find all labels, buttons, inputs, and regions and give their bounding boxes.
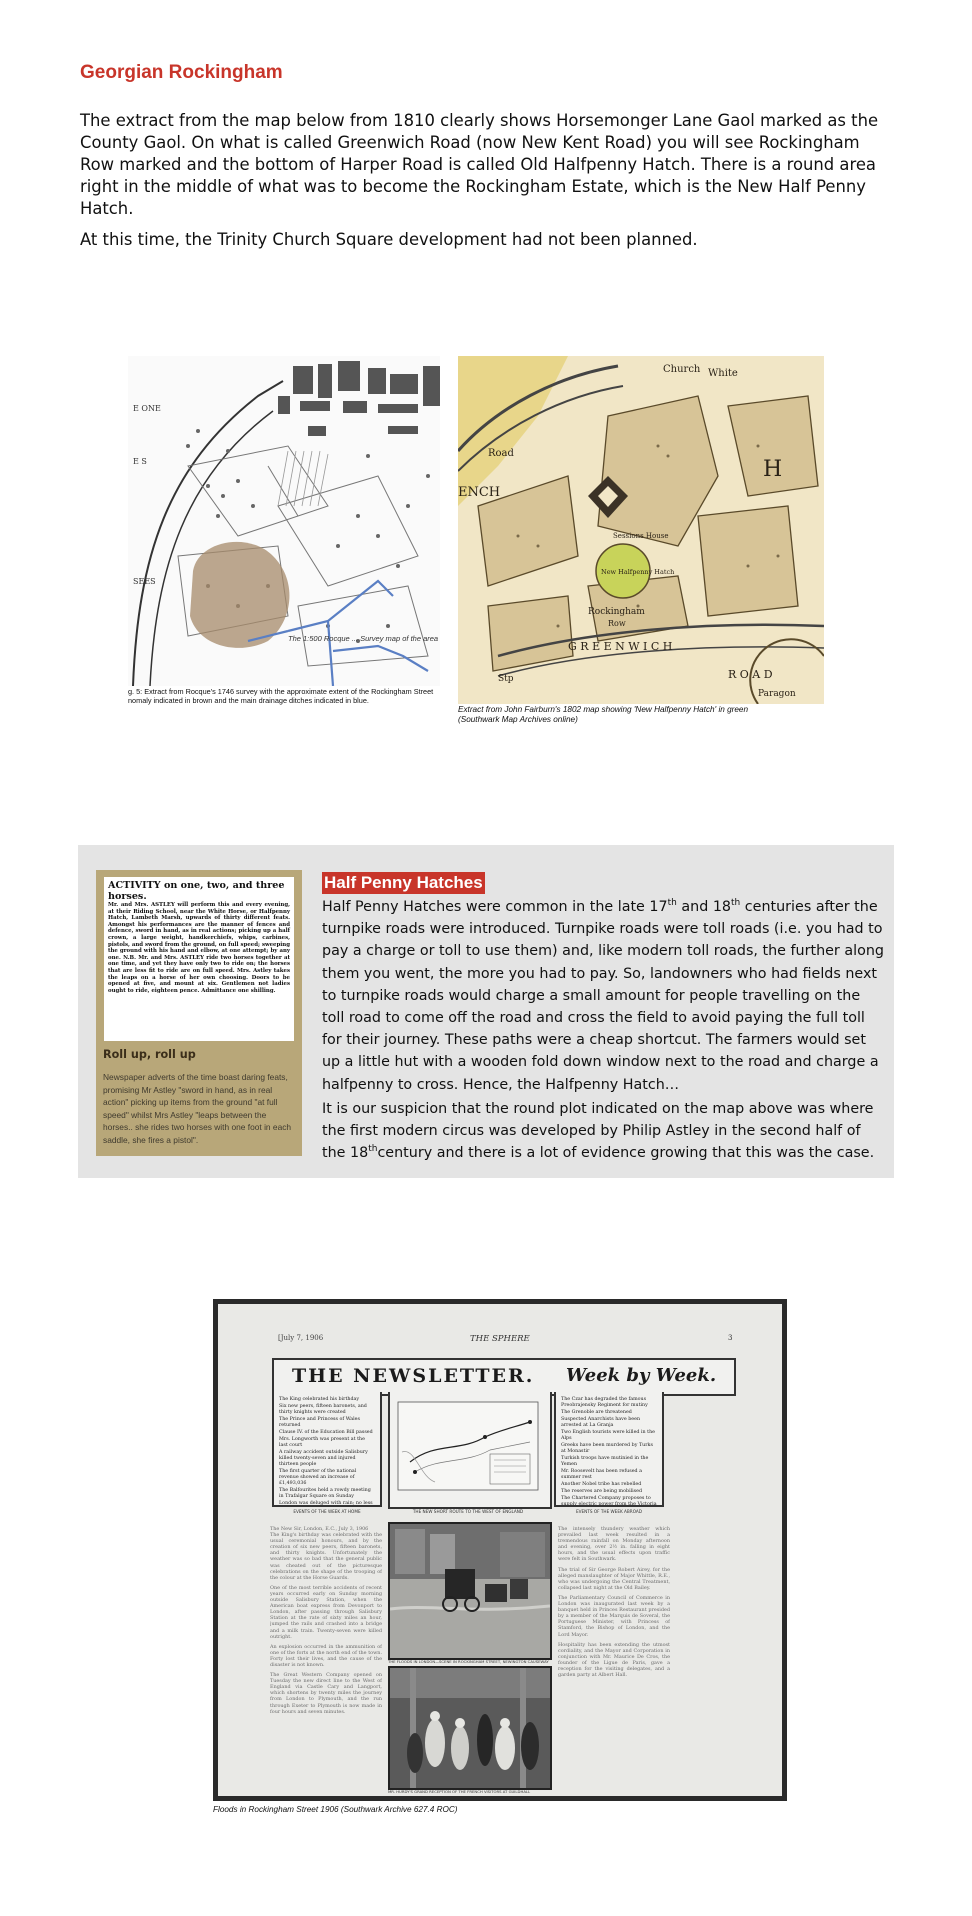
right-column-paragraph: Hospitality has been extending the utmost cordiality, and the Mayor and Corporation in conjunction with Mr. Maurice De Cros, the founder of the Ligue de Paris, gave a reception for the visiting delegates, and a garden party at Albert Hall. (558, 1641, 670, 1679)
route-map-box (388, 1392, 552, 1509)
fairburn-map-caption (458, 705, 838, 725)
rocque-overlay-text: The 1:500 Rocque ... Survey map of the area (288, 634, 439, 643)
advert-title: Roll up, roll up (103, 1048, 196, 1061)
abroad-event-item: The Grenoble are threatened (561, 1410, 632, 1415)
home-event-item: Clause IV. of the Education Bill passed (279, 1430, 373, 1435)
home-event-item: The Balfourites held a rowdy meeting in Trafalgar Square on Sunday (279, 1488, 371, 1499)
abroad-events-list (561, 1397, 657, 1507)
rocque-map-image (128, 356, 440, 686)
rocque-map-drawing (128, 356, 440, 686)
advert-description: Newspaper adverts of the time boast daring feats, promising Mr Astley "sword in hand, as in real action" picking up items from the ground "at full speed" whilst Mrs Astley "leaps between the horses.. she rides two horses with one foot in each saddle, she fires a pistol". (103, 1072, 292, 1145)
half-penny-paragraph-1 (322, 896, 884, 1096)
left-column-paragraph: The Great Western Company opened on Tuesday the new direct line to the West of England via Castle Cary and Langport, which shortens by twenty miles the journey from London to Plymouth, and the run through Exeter to Plymouth is now made in four hours and seven minutes. (270, 1672, 382, 1715)
abroad-event-item: Another Nobel tribe has rebelled (561, 1482, 642, 1487)
abroad-event-item: Two English tourists were killed in the Alps (561, 1430, 656, 1441)
hph-p1-text-a: Half Penny Hatches were common in the late 17 (322, 899, 668, 915)
fairburn-label-row: Row (608, 619, 626, 628)
advert-body: Mr. and Mrs. ASTLEY will perform this and every evening, at their Riding School, near the White Horse, or Halfpenny Hatch, Lambeth Marsh, upwards of thirty different feats. Amongst his performances are the manner of fences and defence, sword in hand, as in real actions; picking up a half crown, a large weight, handkerchiefs, whips, carbines, pistols, and sword from the ground, on full speed; sweeping the ground with his hand and elbow, at one attempt; by any one. N.B. Mr. and Mrs. ASTLEY ride two horses together at one time, and yet they have only two to ride on; the horses that are less fit to ride are on full speed. Mrs. Astley takes the leaps on a horse of her own choosing. Doors to be opened at five, and mount at six. Gentlemen not ladies ought to ride, eighteen pence. Admittance one shilling. (108, 902, 290, 994)
abroad-event-item: Suspected Anarchists have been arrested at La Granja (561, 1417, 641, 1428)
rocque-label-3: SEES (133, 577, 156, 586)
newspaper-page-number: 3 (728, 1334, 733, 1342)
abroad-events-box (554, 1392, 664, 1507)
right-article-column (558, 1526, 670, 1788)
fairburn-label-h: H (763, 457, 783, 482)
left-column-paragraph: The King's birthday was celebrated with the usual ceremonial honours, and by the creation of six new peers, fifteen baronets, and thirty knights. Unfortunately the weather was so bad that the general public was cheated out of the picturesque celebrations on the shape of the trooping of the colour at the Horse Guards. (270, 1532, 382, 1581)
hph-p2-text-b: century and there is a lot of evidence growing that this was the case. (377, 1145, 875, 1162)
intro-paragraph-1: The extract from the map below from 1810 clearly shows Horsemonger Lane Gaol marked as the County Gaol. On what is called Greenwich Road (now New Kent Road) you will see Rockingham Row marked and the bottom of Harper Road is called Old Halfpenny Hatch. There is a round area right in the middle of what was to become the Rockingham Estate, which is the New Half Penny Hatch. (80, 111, 879, 218)
rockingham-anomaly-area (190, 542, 289, 648)
page-heading: Georgian Rockingham (80, 62, 283, 83)
home-events-caption: EVENTS OF THE WEEK AT HOME (293, 1509, 361, 1514)
fairburn-caption-line-2: (Southwark Map Archives online) (458, 715, 578, 724)
sphere-newspaper-page (218, 1304, 782, 1796)
floods-photo-drawing (390, 1524, 550, 1658)
home-events-list (279, 1397, 375, 1507)
abroad-event-item: Turkish troops have mutinied in the Yemen (561, 1456, 649, 1467)
hph-p1-sup-1: th (667, 898, 677, 908)
hph-p2-text-a: It is our suspicion that the round plot indicated on the map above was where the first modern circus was developed by Philip Astley in the second half of the 18 (322, 1101, 874, 1162)
fairburn-label-church: Church (663, 364, 701, 375)
abroad-event-item: The Chartered Company proposes to supply electric power from the Victoria (561, 1496, 657, 1507)
fairburn-label-greenwich: G R E E N W I C H (568, 640, 673, 653)
abroad-event-item: The reserves are being mobilised (561, 1489, 643, 1494)
fairburn-label-road: Road (488, 448, 514, 459)
fairburn-label-white: White (708, 368, 738, 379)
floods-photo-caption: THE FLOODS IN LONDON—SCENE IN ROCKINGHAM STREET, NEWINGTON CAUSEWAY (388, 1659, 549, 1664)
left-column-dateline: The New Sir, London, E.C., July 3, 1906 (270, 1526, 369, 1532)
masthead-subtitle: Week by Week. (566, 1365, 717, 1386)
reception-photo-caption: MR. HURDY'S GRAND RECEPTION OF THE FRENCH VISITORS AT GUILDHALL (388, 1789, 531, 1794)
home-event-item: The Prince and Princess of Wales returned (279, 1417, 360, 1428)
abroad-event-item: Mr. Roosevelt has been refused a summer rest (561, 1469, 643, 1480)
fairburn-caption-line-1: Extract from John Fairburn's 1802 map showing 'New Halfpenny Hatch' in green (458, 705, 749, 714)
fairburn-map-drawing (458, 356, 824, 704)
fairburn-label-road2: R O A D (728, 668, 773, 681)
left-article-column (270, 1526, 382, 1788)
half-penny-paragraph-2 (322, 1098, 884, 1165)
rocque-map-caption: g. 5: Extract from Rocque's 1746 survey with the approximate extent of the Rockingham Street nomaly indicated in brown and the main drainage ditches indicated in blue. (128, 687, 434, 705)
rocque-label-2: E S (133, 457, 147, 466)
home-event-item: Six new peers, fifteen baronets, and thirty knights were created (279, 1404, 367, 1415)
rocque-label-1: E ONE (133, 404, 161, 413)
hph-p1-text-c: centuries after the turnpike roads were introduced. Turnpike roads were toll roads (i.e. you had to pay a charge or toll to use them) and, like modern toll roads, the further along them you went, the more you had to pay. So, landowners who had fields next to turnpike roads would charge a small amount for people travelling on the toll road to come off the road and cross the field to avoid paying the full toll for their journey. These paths were a cheap shortcut. The farmers would set up a little hut with a wooden fold down window next to the road and charge a halfpenny to cross. Hence, the Halfpenny Hatch… (322, 899, 884, 1093)
hph-p1-sup-2: th (731, 898, 741, 908)
hph-p2-sup: th (368, 1144, 378, 1155)
newspaper-caption: Floods in Rockingham Street 1906 (Southwark Archive 627.4 ROC) (213, 1805, 458, 1814)
hph-p1-text-b: and 18 (676, 899, 732, 915)
fairburn-map-image (458, 356, 824, 704)
fairburn-label-rockingham: Rockingham (588, 607, 645, 617)
route-map-caption: THE NEW SHORT ROUTE TO THE WEST OF ENGLAND (412, 1509, 524, 1514)
home-event-item: Mrs. Longworth was present at the last court (279, 1437, 365, 1448)
newspaper-publication: THE SPHERE (470, 1334, 530, 1344)
fairburn-label-stp: Stp (498, 674, 514, 684)
right-column-paragraph: The trial of Sir George Robert Airey, for the alleged manslaughter of Major Whittle, R.E., who was undergoing the Central Treatment, collapsed last night at the Old Bailey. (558, 1566, 670, 1591)
fairburn-label-paragon: Paragon (758, 689, 796, 699)
advert-lead: ACTIVITY on one, two, and three horses. (108, 880, 285, 902)
abroad-event-item: The Czar has degraded the famous Preobrajensky Regiment for mutiny (561, 1397, 648, 1408)
left-column-paragraphs (270, 1532, 382, 1715)
newsletter-masthead (272, 1358, 736, 1396)
masthead-title: THE NEWSLETTER. (292, 1365, 535, 1387)
right-column-paragraph: The Parliamentary Council of Commerce in London was inaugurated last week by a banquet held in Princes Restaurant presided by a member of the Marquis de Soveral, the Portuguese Minister, with Princess of Stamford, the Bishop of London, and the Lord Mayor. (558, 1594, 670, 1638)
home-event-item: London was deluged with rain; no less (279, 1501, 373, 1506)
reception-photo-drawing (390, 1668, 550, 1788)
fairburn-label-sessions: Sessions House (613, 532, 669, 540)
floods-photo (388, 1522, 552, 1660)
home-event-item: The King celebrated his birthday (279, 1397, 360, 1402)
fairburn-label-hatch: New Halfpenny Hatch (601, 568, 675, 576)
abroad-events-caption: EVENTS OF THE WEEK ABROAD (575, 1509, 643, 1514)
reception-photo (388, 1666, 552, 1790)
home-event-item: A railway accident outside Salisbury killed twenty-seven and injured thirteen people (279, 1450, 368, 1467)
home-events-box (272, 1392, 382, 1507)
abroad-event-item: Greeks have been murdered by Turks at Monastir (561, 1443, 653, 1454)
half-penny-hatches-title: Half Penny Hatches (324, 873, 483, 892)
intro-paragraph-2: At this time, the Trinity Church Square development had not been planned. (80, 230, 698, 249)
west-england-route-map (390, 1392, 546, 1502)
fairburn-label-ench: ENCH (458, 485, 501, 500)
newspaper-date: [July 7, 1906 (278, 1334, 324, 1342)
astley-advert-image (104, 877, 294, 1041)
home-event-item: The first quarter of the national revenue showed an increase of £1,493,036 (279, 1469, 357, 1486)
right-column-paragraph: The intensely thundery weather which prevailed last week resulted in a tremendous rainfall on Monday afternoon and evening, over 2½ in. falling in eight hours, and the usual effects upon traffic were felt in Southwark. (558, 1526, 670, 1563)
left-column-paragraph: One of the most terrible accidents of recent years occurred early on Sunday morning outside Salisbury Station, when the American boat express from Devonport to London, after passing through Salisbury Station at the rate of sixty miles an hour, jumped the rails and crashed into a bridge and a milk train. Twenty-seven were killed outright. (270, 1584, 382, 1640)
left-column-paragraph: An explosion occurred in the ammunition of one of the forts at the north end of the town. Forty lost their lives, and the cause of the disaster is not known. (270, 1643, 382, 1668)
